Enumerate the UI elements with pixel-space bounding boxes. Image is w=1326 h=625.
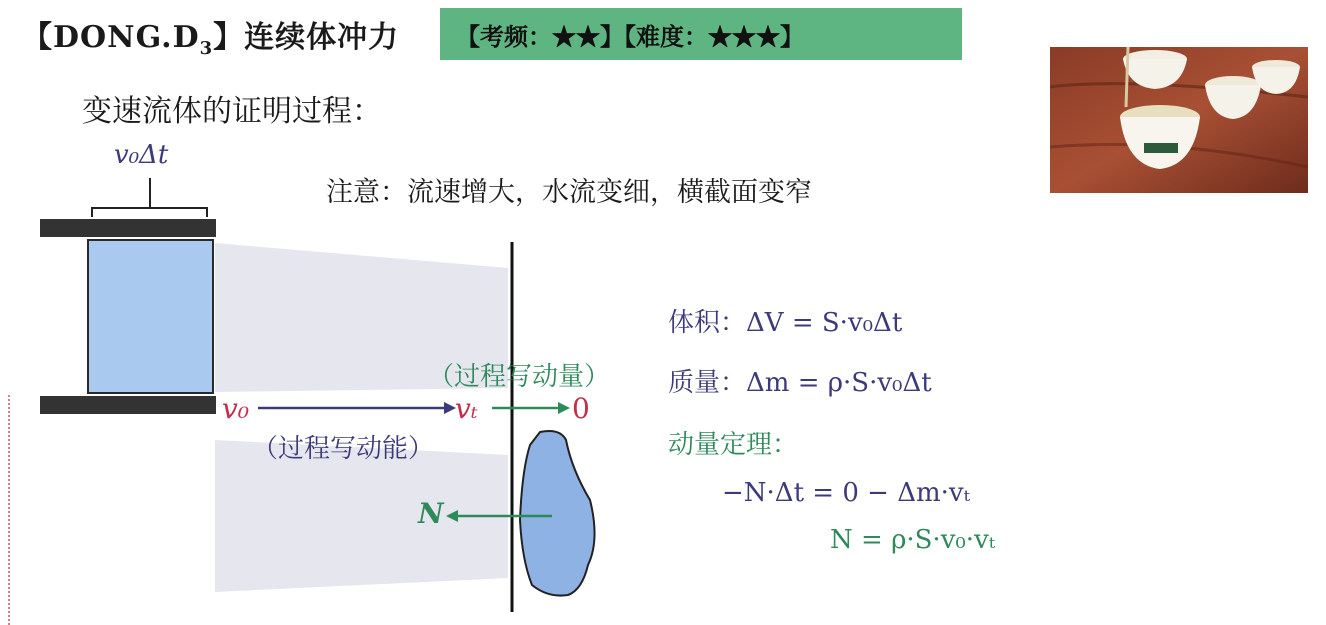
difficulty-badge: 【考频：★★】【难度：★★★】 <box>440 8 962 60</box>
mass-formula: 质量：Δm = ρ·S·v₀Δt <box>668 368 932 398</box>
length-label: v₀Δt <box>114 140 169 170</box>
attention-note: 注意：流速增大，水流变细，横截面变窄 <box>326 177 812 208</box>
force-result: N = ρ·S·v₀·vₜ <box>830 525 996 555</box>
initial-velocity-label: v₀ <box>222 392 250 425</box>
final-velocity-label: vₜ <box>455 392 478 425</box>
kinetic-note: （过程写动能） <box>252 434 435 464</box>
volume-formula: 体积：ΔV = S·v₀Δt <box>668 308 903 338</box>
theorem-heading: 动量定理： <box>668 430 799 460</box>
lower-plate <box>40 396 216 414</box>
length-bracket <box>92 208 207 217</box>
water-blob <box>520 431 595 596</box>
water-column <box>88 240 213 393</box>
page-title: 【$DONG.D_3$】连续体冲力 <box>22 20 400 59</box>
upper-plate <box>40 219 216 237</box>
momentum-note: （过程写动量） <box>428 362 611 392</box>
section-heading: 变速流体的证明过程： <box>82 94 382 129</box>
force-label: N <box>418 497 444 530</box>
zero-velocity-label: 0 <box>572 392 590 425</box>
momentum-equation: −N·Δt = 0 − Δm·vₜ <box>722 478 970 508</box>
